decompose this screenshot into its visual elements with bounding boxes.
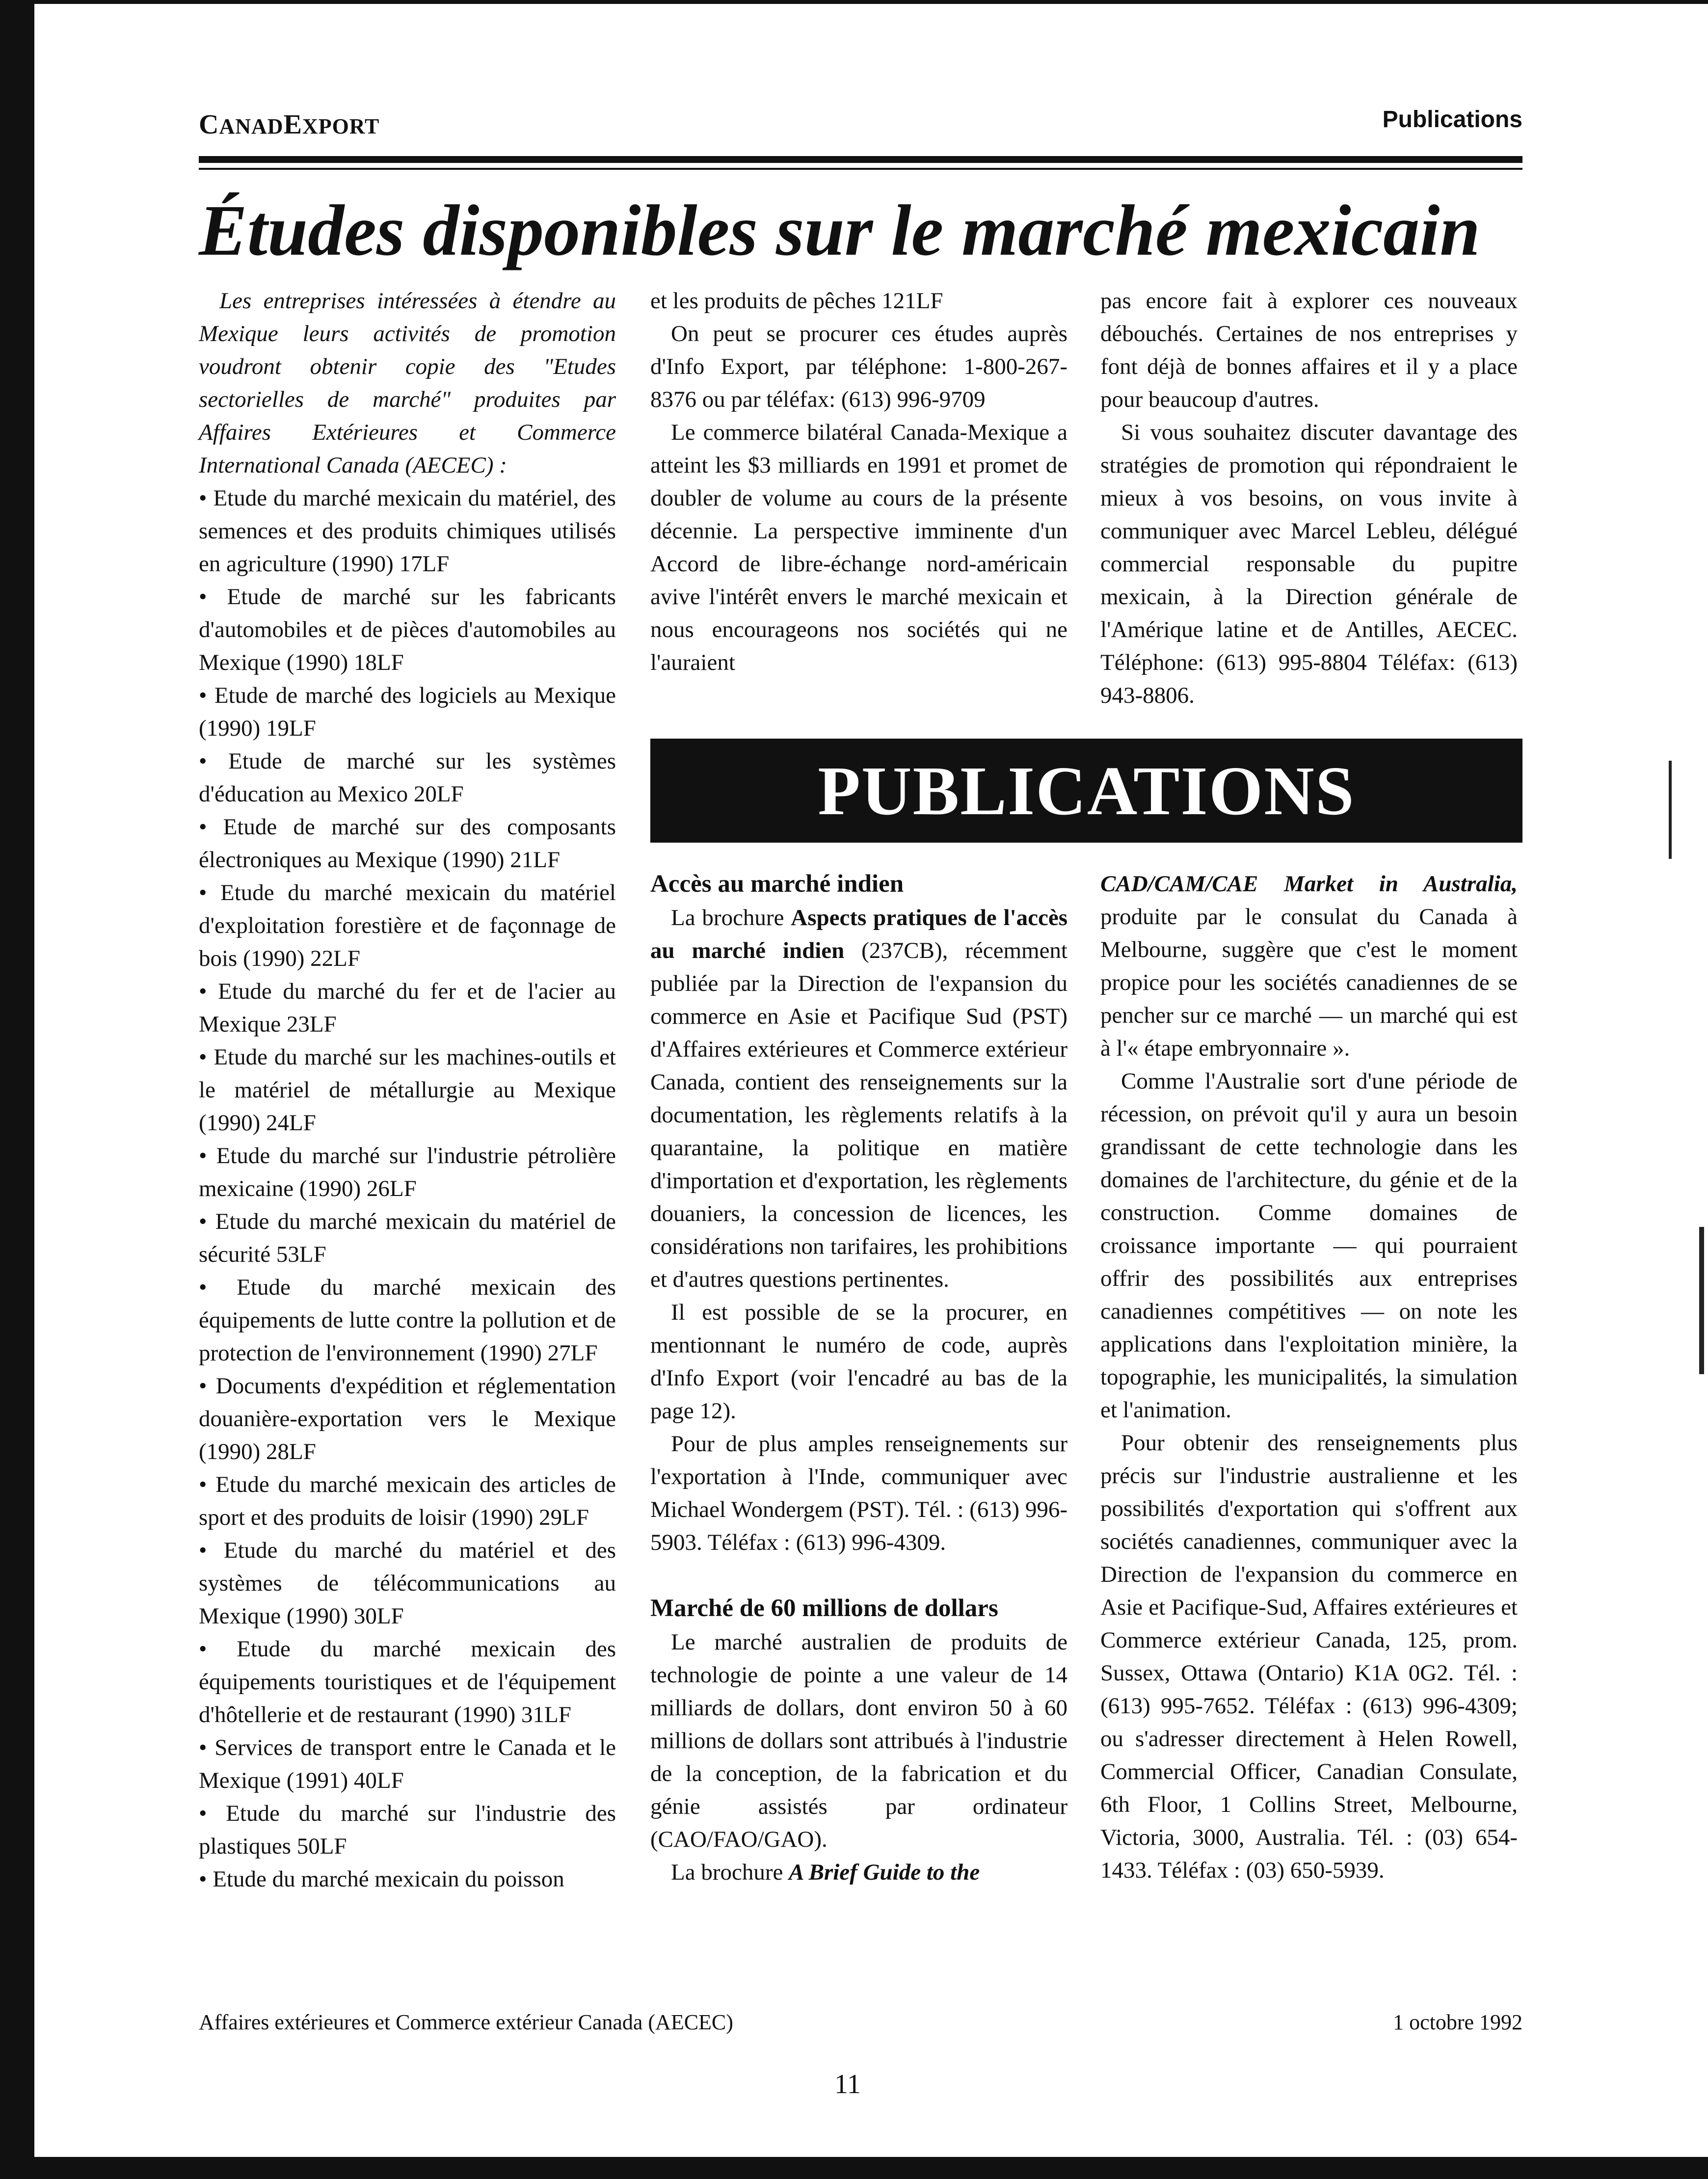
brochure-title: A Brief Guide to the [789, 1860, 980, 1885]
article-paragraph: pas encore fait à explorer ces nouveaux débouchés. Certaines de nos entreprises y font déjà de bonnes affaires et il y a place pour beaucoup d'autres. [1100, 288, 1518, 412]
list-item: • Etude du marché mexicain du poisson [199, 1866, 564, 1892]
list-item: • Etude du marché sur l'industrie pétrolière mexicaine (1990) 26LF [199, 1143, 616, 1201]
india-heading: Accès au marché indien [650, 870, 904, 898]
section-label: Publications [1382, 106, 1522, 133]
australia-paragraph: La brochure A Brief Guide to the [671, 1860, 980, 1885]
brochure-title: Aspects pratiques de l'accès au marché indien [650, 905, 1068, 963]
article-intro: Les entreprises intéressées à étendre au Mexique leurs activités de promotion voudront obtenir copie des "Etudes sectorielles de marché" produites par Affaires Extérieures et Commerce International Canada (AECEC) : [199, 288, 616, 478]
australia-paragraph: Comme l'Australie sort d'une période de récession, on prévoit qu'il y aura un besoin grandissant de cette technologie dans les domaines de l'architecture, du génie et de la construction. Comme domaines de croissance importante — qui pourraient offrir des possibilités aux entreprises canadiennes compétitives — on note les applications dans l'exploitation minière, la topographie, les municipalités, la simulation et l'animation. [1100, 1068, 1518, 1423]
australia-paragraph: Pour obtenir des renseignements plus précis sur l'industrie australienne et les possibilités d'exportation qui s'offrent aux sociétés canadiennes, communiquer avec la Direction de l'expansion du commerce en Asie et Pacifique-Sud, Affaires extérieures et Commerce extérieur Canada, 125, prom. Sussex, Ottawa (Ontario) K1A 0G2. Tél. : (613) 995-7652. Téléfax : (613) 996-4309; ou s'adresser directement à Helen Rowell, Commercial Officer, Canadian Consulate, 6th Floor, 1 Collins Street, Melbourne, Victoria, 3000, Australia. Tél. : (03) 654-1433. Téléfax : (03) 650-5939. [1100, 1430, 1518, 1883]
list-item: • Etude du marché mexicain du matériel de sécurité 53LF [199, 1209, 616, 1267]
india-paragraph: La brochure Aspects pratiques de l'accès au marché indien (237CB), récemment publiée par la Direction de l'expansion du commerce en Asie et Pacifique Sud (PST) d'Affaires extérieures et Commerce extérieur Canada, contient des renseignements sur la documentation, les règlements relatifs à la quarantaine, la politique en matière d'importation et d'exportation, les règlements douaniers, la concession de licences, les considérations non tarifaires, les prohibitions et d'autres questions pertinentes. [650, 905, 1068, 1292]
list-item: • Etude du marché du matériel et des systèmes de télécommunications au Mexique (1990) 30LF [199, 1538, 616, 1629]
australia-heading: Marché de 60 millions de dollars [650, 1594, 998, 1622]
publications-column-2 [1100, 868, 1518, 1887]
publications-banner: PUBLICATIONS [650, 739, 1522, 843]
article-paragraph: Si vous souhaitez discuter davantage des stratégies de promotion qui répondraient le mieux à vos besoins, on vous invite à communiquer avec Marcel Lebleu, délégué commercial responsable du pupitre mexicain, à la Direction générale de l'Amérique latine et de Antilles, AECEC. Téléphone: (613) 995-8804 Téléfax: (613) 943-8806. [1100, 420, 1518, 708]
scan-edge-left [0, 0, 34, 2179]
scan-mark [1699, 1227, 1704, 1374]
footer-date: 1 octobre 1992 [1393, 2010, 1522, 2034]
scan-edge-bottom [0, 2157, 1708, 2179]
article-column-1 [199, 285, 616, 1896]
article-paragraph: Le commerce bilatéral Canada-Mexique a atteint les $3 milliards en 1991 et promet de doubler de volume au cours de la présente décennie. La perspective imminente d'un Accord de libre-échange nord-américain avive l'intérêt envers le marché mexicain et nous encourageons nos sociétés qui ne l'auraient [650, 420, 1068, 675]
list-item: • Etude du marché sur l'industrie des plastiques 50LF [199, 1801, 616, 1859]
list-item: • Etude du marché mexicain du matériel, des semences et des produits chimiques utilisés en agriculture (1990) 17LF [199, 485, 616, 577]
footer-publisher: Affaires extérieures et Commerce extérieur Canada (AECEC) [199, 2010, 733, 2034]
india-paragraph: Il est possible de se la procurer, en mentionnant le numéro de code, auprès d'Info Export (voir l'encadré au bas de la page 12). [650, 1300, 1068, 1424]
list-item: • Etude de marché sur des composants électroniques au Mexique (1990) 21LF [199, 814, 616, 873]
header-rule [199, 156, 1522, 163]
article-paragraph: On peut se procurer ces études auprès d'Info Export, par téléphone: 1-800-267-8376 ou par téléfax: (613) 996-9709 [650, 321, 1068, 412]
list-item: • Etude du marché mexicain des articles de sport et des produits de loisir (1990) 29LF [199, 1472, 616, 1530]
scan-edge-top [0, 0, 1708, 4]
scan-mark [1669, 761, 1672, 859]
brochure-title: CAD/CAM/CAE Market in Australia, [1100, 871, 1518, 897]
list-item: • Services de transport entre le Canada et le Mexique (1991) 40LF [199, 1735, 616, 1793]
list-item: • Etude du marché sur les machines-outils et le matériel de métallurgie au Mexique (1990) 24LF [199, 1044, 616, 1136]
list-item: • Etude du marché du fer et de l'acier au Mexique 23LF [199, 979, 616, 1037]
page-title: Études disponibles sur le marché mexicain [199, 190, 1480, 271]
list-item: • Etude de marché sur les systèmes d'éducation au Mexico 20LF [199, 748, 616, 807]
masthead-logo: CANADEXPORT [199, 109, 380, 140]
header-rule-thin [199, 168, 1522, 170]
list-item: • Etude de marché des logiciels au Mexique (1990) 19LF [199, 683, 616, 741]
publications-column-1 [650, 868, 1068, 1889]
list-item-continued: et les produits de pêches 121LF [650, 288, 943, 314]
australia-paragraph: CAD/CAM/CAE Market in Australia, produite par le consulat du Canada à Melbourne, suggère que c'est le moment propice pour les sociétés canadiennes de se pencher sur ce marché — un marché qui est à l'« étape embryonnaire ». [1100, 871, 1518, 1061]
list-item: • Etude du marché mexicain des équipements touristiques et de l'équipement d'hôtellerie et de restaurant (1990) 31LF [199, 1636, 616, 1727]
article-column-2 [650, 285, 1068, 679]
article-column-3 [1100, 285, 1518, 712]
page-number: 11 [834, 2069, 861, 2099]
list-item: • Etude du marché mexicain des équipements de lutte contre la pollution et de protection de l'environnement (1990) 27LF [199, 1275, 616, 1366]
list-item: • Etude du marché mexicain du matériel d'exploitation forestière et de façonnage de bois (1990) 22LF [199, 880, 616, 971]
list-item: • Documents d'expédition et réglementation douanière-exportation vers le Mexique (1990) 28LF [199, 1373, 616, 1464]
india-paragraph: Pour de plus amples renseignements sur l'exportation à l'Inde, communiquer avec Michael Wondergem (PST). Tél. : (613) 996-5903. Téléfax : (613) 996-4309. [650, 1431, 1068, 1555]
list-item: • Etude de marché sur les fabricants d'automobiles et de pièces d'automobiles au Mexique (1990) 18LF [199, 584, 616, 675]
australia-paragraph: Le marché australien de produits de technologie de pointe a une valeur de 14 milliards de dollars, dont environ 50 à 60 millions de dollars sont attribués à l'industrie de la conception, de la fabrication et du génie assistés par ordinateur (CAO/FAO/GAO). [650, 1629, 1068, 1852]
